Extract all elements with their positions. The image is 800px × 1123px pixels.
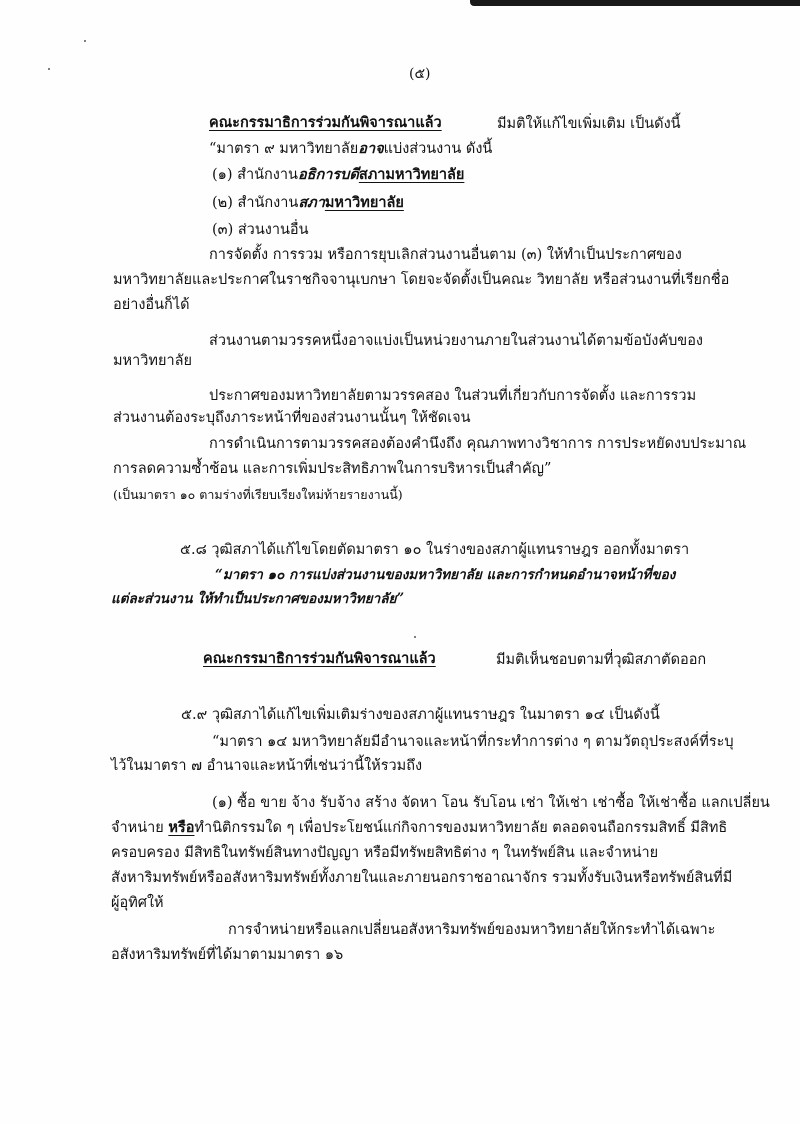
scan-speck — [84, 40, 86, 42]
committee-heading-2 — [203, 649, 436, 669]
committee-resolution-2: มีมติเห็นชอบตามที่วุฒิสภาตัดออก — [496, 652, 707, 668]
paragraph-line: ประกาศของมหาวิทยาลัยตามวรรคสอง ในส่วนที่เกี่ยวกับการจัดตั้ง และการรวม — [209, 388, 697, 404]
section-9-text: “มาตรา ๙ มหาวิทยาลัย — [209, 141, 359, 157]
item-2 — [212, 193, 404, 213]
committee-heading-1 — [209, 113, 442, 133]
section-9-tail: แบ่งส่วนงาน ดังนี้ — [383, 141, 493, 157]
paragraph-line: การดำเนินการตามวรรคสองต้องคำนึงถึง คุณภาพทางวิชาการ การประหยัดงบประมาณ — [209, 436, 747, 452]
line-prefix: จำหน่าย — [111, 820, 169, 836]
item-3: (๓) ส่วนงานอื่น — [212, 222, 309, 238]
struck-text: อาจ — [358, 140, 384, 157]
section-14-line: ไว้ในมาตรา ๗ อำนาจและหน้าที่เช่นว่านี้ให้รวมถึง — [111, 758, 423, 774]
renumbering-note: (เป็นมาตรา ๑๐ ตามร่างที่เรียบเรียงใหม่ท้ายรายงานนี้) — [113, 487, 403, 502]
disposal-paragraph: การจำหน่ายหรือแลกเปลี่ยนอสังหาริมทรัพย์ของมหาวิทยาลัยให้กระทำได้เฉพาะ — [228, 922, 716, 938]
paragraph-line: ส่วนงานตามวรรคหนึ่งอาจแบ่งเป็นหน่วยงานภายในส่วนงานได้ตามข้อบังคับของ — [209, 333, 703, 349]
scan-speck — [414, 636, 416, 638]
struck-text: สภา — [298, 194, 325, 211]
added-text: มหาวิทยาลัย — [324, 194, 404, 211]
deleted-section-10-line: “มาตรา ๑๐ การแบ่งส่วนงานของมหาวิทยาลัย และการกำหนดอำนาจหน้าที่ของ — [215, 567, 676, 583]
section-14-line: “มาตรา ๑๔ มหาวิทยาลัยมีอำนาจและหน้าที่กระทำการต่าง ๆ ตามวัตถุประสงค์ที่ระบุ — [212, 734, 734, 750]
section-14-item-1-line — [111, 818, 727, 838]
item-2-prefix: (๒) สำนักงาน — [212, 195, 299, 211]
section-14-item-1: (๑) ซื้อ ขาย จ้าง รับจ้าง สร้าง จัดหา โอน รับโอน เช่า ให้เช่า เช่าซื้อ ให้เช่าซื้อ แลกเปลี่ยน — [212, 795, 770, 811]
section-9-line — [209, 139, 492, 159]
added-text: หรือ — [168, 819, 195, 836]
added-text: สภามหาวิทยาลัย — [358, 166, 465, 183]
page-edge-shadow — [470, 0, 800, 6]
senate-amendment-5-8: ๕.๘ วุฒิสภาได้แก้ไขโดยตัดมาตรา ๑๐ ในร่างของสภาผู้แทนราษฎร ออกทั้งมาตรา — [180, 542, 690, 558]
committee-heading-text: คณะกรรมาธิการร่วมกันพิจารณาแล้ว — [203, 650, 436, 667]
page-number: (๕) — [409, 66, 431, 82]
deleted-section-10-line: แต่ละส่วนงาน ให้ทำเป็นประกาศของมหาวิทยาลัย” — [111, 591, 405, 607]
item-1 — [212, 165, 464, 185]
paragraph-line: อย่างอื่นก็ได้ — [113, 297, 190, 313]
committee-heading-text: คณะกรรมาธิการร่วมกันพิจารณาแล้ว — [209, 114, 442, 131]
scan-speck — [48, 68, 50, 70]
paragraph-line: มหาวิทยาลัยและประกาศในราชกิจจานุเบกษา โดยจะจัดตั้งเป็นคณะ วิทยาลัย หรือส่วนงานที่เรียกชื่อ — [113, 272, 730, 288]
senate-amendment-5-9: ๕.๙ วุฒิสภาได้แก้ไขเพิ่มเติมร่างของสภาผู้แทนราษฎร ในมาตรา ๑๔ เป็นดังนี้ — [181, 707, 660, 723]
disposal-paragraph: อสังหาริมทรัพย์ที่ได้มาตามมาตรา ๑๖ — [111, 947, 344, 963]
section-14-item-1-line: ผู้อุทิศให้ — [111, 895, 164, 911]
line-tail: ทำนิติกรรมใด ๆ เพื่อประโยชน์แก่กิจการของมหาวิทยาลัย ตลอดจนถือกรรมสิทธิ์ มีสิทธิ — [194, 820, 728, 836]
struck-text: อธิการบดี — [297, 166, 359, 183]
item-1-prefix: (๑) สำนักงาน — [212, 167, 298, 183]
paragraph-line: การจัดตั้ง การรวม หรือการยุบเลิกส่วนงานอื่นตาม (๓) ให้ทำเป็นประกาศของ — [209, 247, 682, 263]
committee-resolution-1: มีมติให้แก้ไขเพิ่มเติม เป็นดังนี้ — [497, 116, 681, 132]
paragraph-line: การลดความซ้ำซ้อน และการเพิ่มประสิทธิภาพในการบริหารเป็นสำคัญ” — [113, 461, 552, 477]
section-14-item-1-line: ครอบครอง มีสิทธิในทรัพย์สินทางปัญญา หรือมีทรัพยสิทธิต่าง ๆ ในทรัพย์สิน และจำหน่าย — [111, 845, 659, 861]
paragraph-line: มหาวิทยาลัย — [113, 353, 192, 369]
paragraph-line: ส่วนงานต้องระบุถึงภาระหน้าที่ของส่วนงานนั้นๆ ให้ชัดเจน — [113, 410, 471, 426]
section-14-item-1-line: สังหาริมทรัพย์หรืออสังหาริมทรัพย์ทั้งภายในและภายนอกราชอาณาจักร รวมทั้งรับเงินหรือทรัพย์สินที่มี — [111, 870, 733, 886]
